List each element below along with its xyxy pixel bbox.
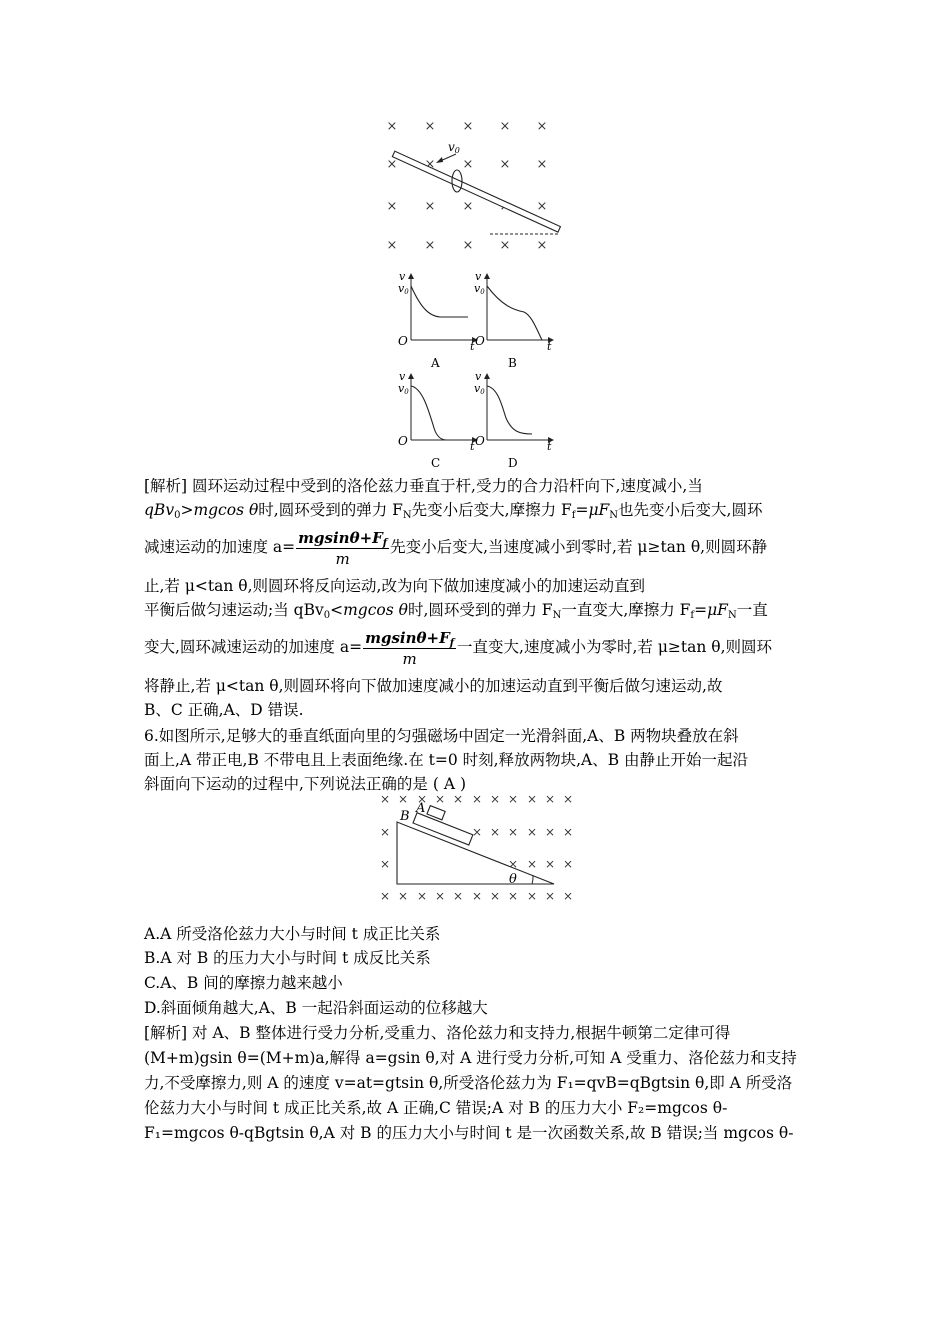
svg-text:v0: v0 [474,282,485,296]
field-cross-mark: × [562,857,574,871]
field-cross-mark: × [507,792,519,806]
svg-text:O: O [475,334,485,348]
field-cross-mark: × [562,792,574,806]
field-cross-mark: × [526,857,538,871]
acceleration-fraction-2: $\frac{mgsin\theta+F_f}{m}$ [365,628,455,668]
field-cross-mark: × [386,199,398,214]
field-cross-mark: × [507,857,519,871]
field-cross-mark: × [489,792,501,806]
analysis2-line1: [解析] 对 A、B 整体进行受力分析,受重力、洛伦兹力和支持力,根据牛顿第二定律可得 [144,1024,731,1042]
field-cross-mark: × [507,825,519,839]
question6-line1: 6.如图所示,足够大的垂直纸面向里的匀强磁场中固定一光滑斜面,A、B 两物块叠放在斜 [144,727,739,745]
graph-a [398,270,477,370]
field-cross-mark: × [386,238,398,253]
label-b: B [400,809,410,824]
field-cross-mark: × [379,889,391,903]
field-cross-mark: × [526,889,538,903]
field-cross-mark: × [434,889,446,903]
svg-text:O: O [475,434,485,448]
svg-text:O: O [398,334,408,348]
inclined-rod [392,151,560,232]
figure-blocks-on-incline [372,792,582,904]
analysis2-line4: 伦兹力大小与时间 t 成正比关系,故 A 正确,C 错误;A 对 B 的压力大小 F₂=mgcos θ- [144,1099,728,1117]
field-cross-mark: × [462,238,474,253]
field-cross-mark: × [562,825,574,839]
velocity-label: v0 [448,140,460,155]
field-cross-mark: × [536,119,548,134]
analysis2-line5: F₁=mgcos θ-qBgtsin θ,A 对 B 的压力大小与时间 t 是一次函数关系,故 B 错误;当 mgcos θ- [144,1124,794,1142]
option-d: D.斜面倾角越大,A、B 一起沿斜面运动的位移越大 [144,999,488,1017]
svg-text:t: t [470,440,475,453]
field-cross-mark: × [544,825,556,839]
vt-graphs [392,268,562,474]
svg-text:v0: v0 [474,382,485,396]
field-cross-mark: × [379,792,391,806]
field-cross-mark: × [397,792,409,806]
field-cross-mark: × [499,238,511,253]
svg-text:v0: v0 [398,282,409,296]
field-cross-mark: × [471,889,483,903]
analysis1-line4: 止,若 μ<tan θ,则圆环将反向运动,改为向下做加速度减小的加速运动直到 [144,577,645,595]
field-cross-mark: × [507,889,519,903]
field-cross-mark: × [536,199,548,214]
svg-text:v0: v0 [398,382,409,396]
field-cross-mark: × [462,119,474,134]
analysis1-line7: 将静止,若 μ<tan θ,则圆环将向下做加速度减小的加速运动直到平衡后做匀速运动,故 [144,677,723,695]
field-cross-mark: × [416,792,428,806]
field-cross-mark: × [544,857,556,871]
field-cross-mark: × [471,825,483,839]
field-cross-mark: × [452,792,464,806]
svg-text:C: C [431,456,441,470]
field-cross-mark: × [386,157,398,172]
field-cross-mark: × [489,889,501,903]
field-cross-mark: × [386,119,398,134]
acceleration-fraction-1: $\frac{mgsin\theta+F_f}{m}$ [298,528,388,568]
field-cross-mark: × [471,792,483,806]
field-cross-mark: × [462,199,474,214]
svg-text:v: v [399,270,406,283]
graph-b [474,270,553,370]
graph-d [474,370,553,470]
field-cross-mark: × [424,199,436,214]
field-cross-mark: × [424,119,436,134]
option-a: A.A 所受洛伦兹力大小与时间 t 成正比关系 [144,925,441,943]
svg-text:O: O [398,434,408,448]
svg-text:A: A [431,356,440,370]
figure-ring-on-rod [380,115,570,260]
svg-text:v: v [475,370,482,383]
label-theta: θ [509,872,517,887]
field-cross-mark: × [526,825,538,839]
option-b: B.A 对 B 的压力大小与时间 t 成反比关系 [144,949,431,967]
analysis1-line1: [解析] 圆环运动过程中受到的洛伦兹力垂直于杆,受力的合力沿杆向下,速度减小,当 [144,477,703,495]
svg-text:t: t [547,340,552,353]
analysis1-line6: 变大,圆环减速运动的加速度 a= $\frac{mgsin\theta+F_f}{m}$ 一直变大,速度减小为零时,若 μ≥tan θ,则圆环 [144,628,773,668]
field-cross-mark: × [562,889,574,903]
svg-text:D: D [508,456,518,470]
field-cross-mark: × [489,825,501,839]
svg-text:v: v [475,270,482,283]
field-cross-mark: × [499,157,511,172]
field-cross-mark: × [536,238,548,253]
svg-text:B: B [508,356,517,370]
field-cross-mark: × [499,119,511,134]
analysis1-line8: B、C 正确,A、D 错误. [144,701,304,719]
field-cross-mark: × [526,792,538,806]
field-cross-mark: × [379,825,391,839]
option-c: C.A、B 间的摩擦力越来越小 [144,974,343,992]
svg-text:t: t [470,340,475,353]
field-cross-mark: × [424,157,436,172]
analysis1-line2: qBv$_0$>mgcos θ时,圆环受到的弹力 $F_N$先变小后变大,摩擦力 $F_f=\mu F_N$也先变小后变大,圆环 [144,501,763,521]
field-cross-mark: × [424,238,436,253]
field-cross-mark: × [452,889,464,903]
velocity-arrowhead [436,157,443,163]
analysis2-line3: 力,不受摩擦力,则 A 的速度 v=at=gtsin θ,所受洛伦兹力为 F₁=qvB=qBgtsin θ,即 A 所受洛 [144,1074,793,1092]
question6-line2: 面上,A 带正电,B 不带电且上表面绝缘.在 t=0 时刻,释放两物块,A、B 由静止开始一起沿 [144,751,749,769]
field-cross-mark: × [434,792,446,806]
graph-c [398,370,477,470]
field-cross-mark: × [416,889,428,903]
field-cross-mark: × [544,792,556,806]
field-cross-mark: × [397,889,409,903]
label-a: A [416,801,426,816]
analysis2-line2: (M+m)gsin θ=(M+m)a,解得 a=gsin θ,对 A 进行受力分析,可知 A 受重力、洛伦兹力和支持 [144,1049,797,1067]
question6-line3: 斜面向下运动的过程中,下列说法正确的是 ( A ) [144,775,467,793]
analysis1-line3: 减速运动的加速度 a= $\frac{mgsin\theta+F_f}{m}$ 先变小后变大,当速度减小到零时,若 μ≥tan θ,则圆环静 [144,528,768,568]
answer-bracket: ( A ) [432,775,467,793]
svg-text:t: t [547,440,552,453]
field-cross-mark: × [379,857,391,871]
field-cross-mark: × [462,157,474,172]
field-cross-mark: × [536,157,548,172]
field-cross-mark: × [544,889,556,903]
svg-text:v: v [399,370,406,383]
analysis1-line5: 平衡后做匀速运动;当 qBv$_0$<mgcos θ时,圆环受到的弹力 $F_N$一直变大,摩擦力 $F_f=\mu F_N$一直 [144,601,768,621]
